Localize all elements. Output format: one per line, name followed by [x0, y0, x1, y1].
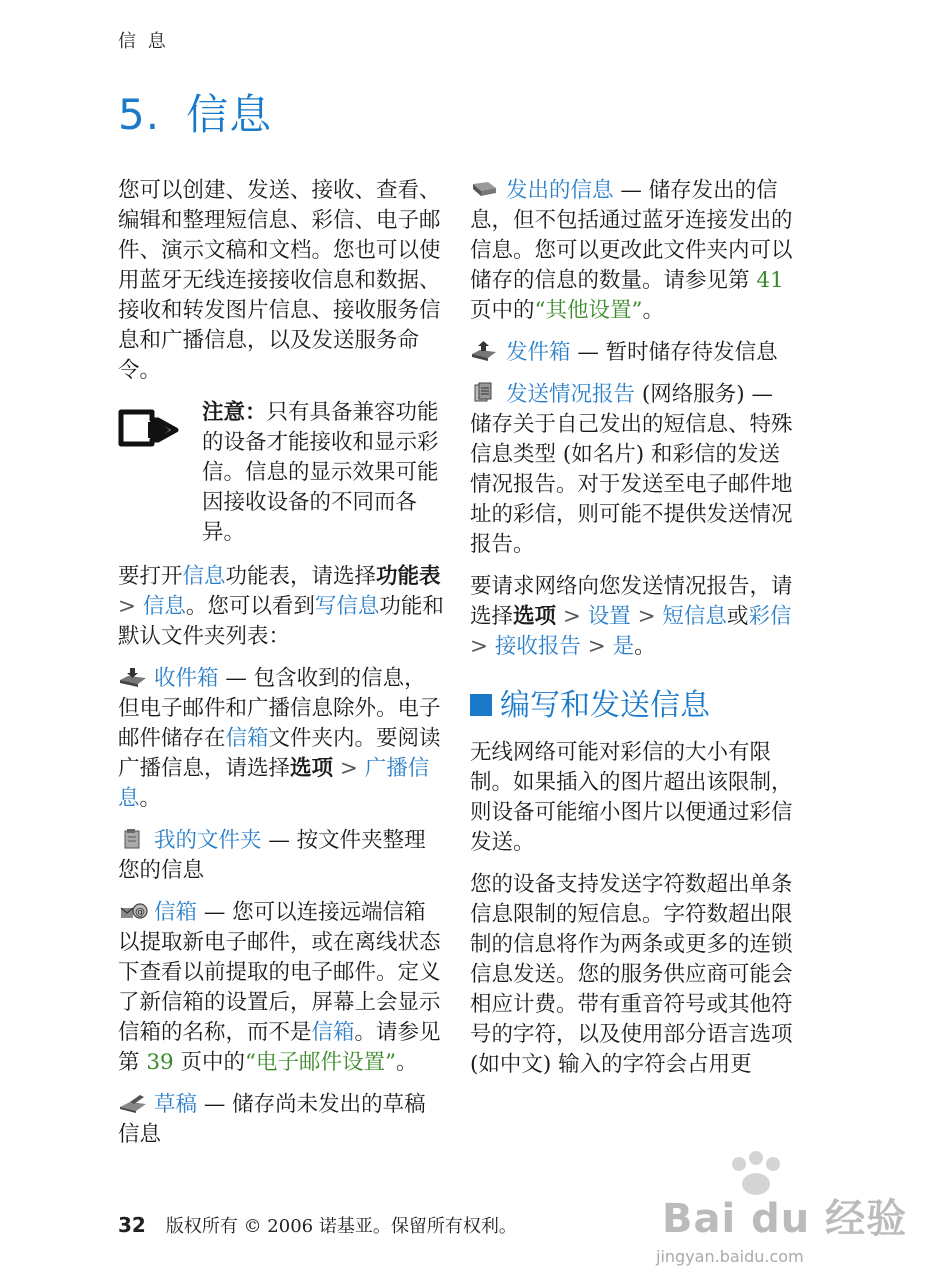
section-heading-text: 编写和发送信息 [500, 688, 710, 723]
note-hand-icon [118, 408, 178, 448]
left-column [118, 176, 444, 1162]
sent-icon [470, 178, 500, 200]
ref-email-settings[interactable]: “电子邮件设置” [245, 1050, 397, 1075]
arrow-gt: > [580, 634, 613, 659]
outbox-title[interactable]: 发件箱 [506, 340, 571, 365]
text-run: 。 [396, 1050, 418, 1075]
drafts-title[interactable]: 草稿 [154, 1092, 198, 1117]
link-mailbox[interactable]: 信箱 [225, 726, 269, 751]
mailbox-entry [118, 898, 444, 1078]
drafts-icon [118, 1092, 148, 1114]
note-label: 注意： [202, 400, 267, 425]
text-run: 要打开 [118, 564, 183, 589]
arrow-gt: > [333, 756, 365, 781]
page-ref-39[interactable]: 39 [146, 1050, 174, 1075]
open-menu-paragraph [118, 562, 444, 652]
text-run: — 按文件夹整理您的信息 [118, 828, 426, 883]
sent-entry [470, 176, 796, 326]
section-heading [470, 686, 796, 726]
copyright-text: 版权所有 © 2006 诺基亚。保留所有权利。 [165, 1216, 517, 1237]
outbox-entry [470, 338, 796, 368]
link-messages-2[interactable]: 信息 [142, 594, 186, 619]
my-folders-title[interactable]: 我的文件夹 [154, 828, 262, 853]
text-run: 页中的 [173, 1050, 246, 1075]
link-mailbox-2[interactable]: 信箱 [311, 1020, 355, 1045]
my-folders-entry [118, 826, 444, 886]
running-header: 信 息 [118, 31, 169, 52]
text-run: 要请求网络向您发送情况报告，请选择 [470, 574, 793, 629]
arrow-gt: > [556, 604, 588, 629]
text-run: 。 [634, 634, 656, 659]
svg-text:@: @ [135, 907, 145, 918]
text-run: 功能表，请选择 [225, 564, 377, 589]
arrow-gt: > [470, 634, 495, 659]
inbox-title[interactable]: 收件箱 [154, 666, 219, 691]
watermark-logo-text: Bai du 经验 [662, 1196, 908, 1242]
mailbox-title[interactable]: 信箱 [154, 900, 198, 925]
text-run: (网络服务) — 储存关于自己发出的短信息、特殊信息类型 (如名片) 和彩信的发送情况报告。对于发送至电子邮件地址的彩信，则可能不提供发送情况报告。 [470, 382, 793, 557]
link-write-message[interactable]: 写信息 [314, 594, 380, 619]
delivery-report-icon [470, 382, 500, 404]
link-yes[interactable]: 是 [612, 634, 635, 659]
intro-paragraph: 您可以创建、发送、接收、查看、编辑和整理短信息、彩信、电子邮件、演示文稿和文档。您也可以使用蓝牙无线连接接收信息和数据、接收和转发图片信息、接收服务信息和广播信息，以及发送服务命令。 [118, 178, 441, 383]
text-run: — 暂时储存待发信息 [570, 340, 778, 365]
page-number: 32 [118, 1213, 146, 1237]
folder-icon [118, 828, 148, 850]
long-sms-paragraph: 您的设备支持发送字符数超出单条信息限制的短信息。字符数超出限制的信息将作为两条或更多的连锁信息发送。您的服务供应商可能会相应计费。带有重音符号或其他符号的字符，以及使用部分语言选项 (如中文) 输入的字符会占用更 [470, 872, 793, 1077]
mms-size-paragraph: 无线网络可能对彩信的大小有限制。如果插入的图片超出该限制，则设备可能缩小图片以便通过彩信发送。 [470, 740, 793, 855]
right-column [470, 176, 796, 1092]
outbox-icon [470, 340, 500, 362]
page-footer [118, 1212, 517, 1238]
chapter-number: 5. [118, 90, 161, 139]
text-run: 文件夹内。要阅读广播信息，请选择 [118, 726, 441, 781]
arrow-gt: > [630, 604, 663, 629]
text-run: 。请参见第 [118, 1020, 441, 1075]
text-run: — 您可以连接远端信箱以提取新电子邮件，或在离线状态下查看以前提取的电子邮件。定义了新信箱的设置后，屏幕上会显示信箱的名称，而不是 [118, 900, 441, 1045]
link-receive-report[interactable]: 接收报告 [494, 634, 581, 659]
link-cell-broadcast[interactable]: 广播信息 [118, 756, 430, 811]
link-mms[interactable]: 彩信 [748, 604, 792, 629]
text-run: 页中的 [470, 298, 535, 323]
inbox-entry [118, 664, 444, 814]
drafts-entry [118, 1090, 444, 1150]
text-run: 。 [139, 786, 162, 811]
text-run: 或 [726, 604, 749, 629]
link-settings[interactable]: 设置 [587, 604, 631, 629]
baidu-jingyan-watermark-icon [634, 1150, 908, 1270]
reports-title[interactable]: 发送情况报告 [506, 382, 636, 407]
note-block [118, 398, 444, 548]
text-run: 功能和默认文件夹列表： [118, 594, 444, 649]
arrow-gt: > [118, 594, 143, 619]
request-report-paragraph [470, 572, 796, 662]
text-run: — 储存发出的信息，但不包括通过蓝牙连接发出的信息。您可以更改此文件夹内可以储存的信息的数量。请参见第 [470, 178, 793, 293]
link-text-message[interactable]: 短信息 [662, 604, 727, 629]
mailbox-icon [118, 900, 148, 922]
text-run: — 储存尚未发出的草稿信息 [118, 1092, 426, 1147]
reports-entry [470, 380, 796, 560]
page-ref-41[interactable]: 41 [756, 268, 784, 293]
section-square-icon [470, 694, 492, 716]
chapter-title [118, 82, 272, 142]
sent-title[interactable]: 发出的信息 [506, 178, 614, 203]
watermark-url: jingyan.baidu.com [656, 1247, 804, 1266]
ref-other-settings[interactable]: “其他设置” [534, 298, 643, 323]
link-messages[interactable]: 信息 [182, 564, 226, 589]
text-run: — 包含收到的信息，但电子邮件和广播信息除外。电子邮件储存在 [118, 666, 441, 751]
text-run: 。 [642, 298, 665, 323]
options-term: 选项 [290, 756, 334, 781]
chapter-name: 信息 [186, 90, 273, 139]
menu-term: 功能表 [376, 564, 441, 589]
text-run: 。您可以看到 [185, 594, 315, 619]
options-term-2: 选项 [513, 604, 557, 629]
inbox-icon [118, 666, 148, 688]
note-text: 只有具备兼容功能的设备才能接收和显示彩信。信息的显示效果可能因接收设备的不同而各异。 [202, 400, 439, 545]
